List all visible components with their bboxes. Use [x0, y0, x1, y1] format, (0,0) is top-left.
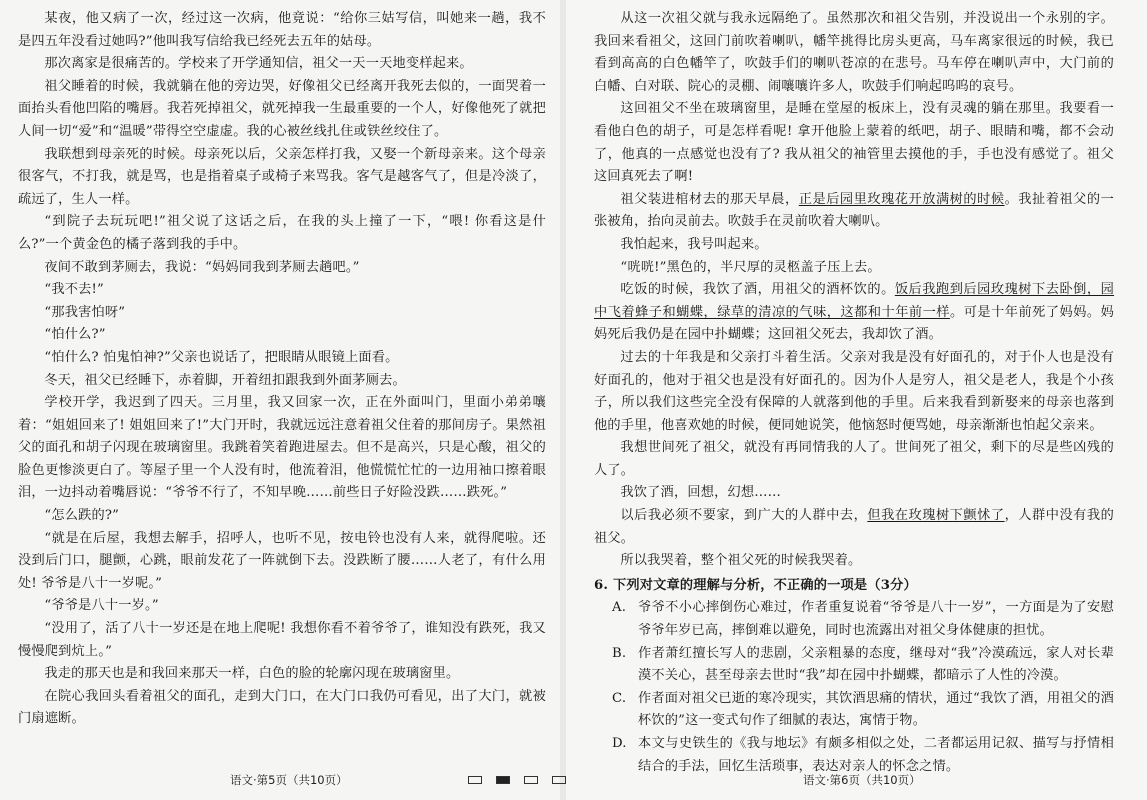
underlined-sentence: 但我在玫瑰树下颤怵了: [867, 508, 1005, 524]
paragraph: “那我害怕呀”: [44, 304, 126, 320]
question-stem: 6. 下列对文章的理解与分析，不正确的一项是（3分）: [594, 577, 917, 593]
paragraph: 所以我哭着，整个祖父死的时候我哭着。: [620, 553, 862, 569]
page-footer-right: 语文·第6页（共10页）: [803, 773, 921, 787]
paragraph: 祖父睡着的时候，我就躺在他的旁边哭，好像祖父已经离开我死去似的，一面哭着一面抬头看他凹陷的嘴唇。我若死掉祖父，就死掉我一生最重要的一个人，好像他死了就把人间一切“爱”和“温暖”带得空空虚虚。我的心被丝线扎住或铁丝绞住了。: [18, 78, 546, 139]
scan-mark: [524, 776, 538, 784]
paragraph: 祖父装进棺材去的那天早晨，正是后园里玫瑰花开放满树的时候。我扯着祖父的一张被角，抬向灵前去。吹鼓手在灵前吹着大喇叭。: [594, 191, 1115, 230]
paragraph: 某夜，他又病了一次，经过这一次病，他竟说：“给你三姑写信，叫她来一趟，我不是四五年没看过她吗?”他叫我写信给我已经死去五年的姑母。: [18, 11, 546, 49]
paragraph: “到院子去玩玩吧!”祖父说了这话之后，在我的头上撞了一下，“喂! 你看这是什么?”一个黄金色的橘子落到我的手中。: [18, 214, 546, 252]
page-footer-left: 语文·第5页（共10页）: [230, 773, 348, 787]
paragraph: 我走的那天也是和我回来那天一样，白色的脸的轮廓闪现在玻璃窗里。: [44, 666, 460, 682]
paragraph: “我不去!”: [44, 282, 104, 298]
paragraph: 这回祖父不坐在玻璃窗里，是睡在堂屋的板床上，没有灵魂的躺在那里。我要看一看他白色的胡子，可是怎样看呢! 拿开他脸上蒙着的纸吧，胡子、眼睛和嘴，都不会动了，他真的一点感觉也没有了? 我从祖父的袖管里去摸他的手，手也没有感觉了。祖父这回真死去了啊!: [594, 101, 1114, 185]
paragraph: 学校开学，我迟到了四天。三月里，我又回家一次，正在外面叫门，里面小弟弟嚷着：“姐姐回来了! 姐姐回来了!”大门开时，我就远远注意着祖父住着的那间房子。果然祖父的面孔和胡子闪现在玻璃窗里。我跳着笑着跑进屋去。但不是高兴，只是心酸，祖父的脸色更惨淡更白了。等屋子里一个人没有时，他流着泪，他慌慌忙忙的一边用袖口擦着眼泪，一边抖动着嘴唇说：“爷爷不行了，不知早晚……前些日子好险没跌……跌死。”: [18, 395, 546, 501]
paragraph: 夜间不敢到茅厕去，我说：“妈妈同我到茅厕去趟吧。”: [44, 259, 360, 275]
option-c: C. 作者面对祖父已逝的寒冷现实，其饮酒思痛的情状，通过“我饮了酒，用祖父的酒杯饮的”这一变式句作了细腻的表达，寓情于物。: [612, 690, 1114, 729]
paragraph: “怕什么?”: [44, 327, 106, 343]
paragraph: 吃饭的时候，我饮了酒，用祖父的酒杯饮的。饭后我跑到后园玫瑰树下去卧倒，园中飞着蜂子和蝴蝶，绿草的清凉的气味，这都和十年前一样。可是十年前死了妈妈。妈妈死后我仍是在园中扑蝴蝶；这回祖父死去，我却饮了酒。: [594, 282, 1115, 343]
scan-mark: [496, 776, 510, 784]
right-text-column: [594, 8, 1114, 778]
paragraph: 我怕起来，我号叫起来。: [620, 236, 768, 252]
option-a: A. 爷爷不小心摔倒伤心难过，作者重复说着“爷爷是八十一岁”，一方面是为了安慰爷爷年岁已高，摔倒难以避免，同时也流露出对祖父身体健康的担忧。: [612, 600, 1114, 639]
left-text-column: [18, 8, 546, 731]
scan-mark: [552, 776, 566, 784]
paragraph: 在院心我回头看着祖父的面孔，走到大门口，在大门口我仍可看见，出了大门，就被门扇遮断。: [18, 688, 546, 727]
paragraph: 过去的十年我是和父亲打斗着生活。父亲对我是没有好面孔的，对于仆人也是没有好面孔的，他对于祖父也是没有好面孔的。因为仆人是穷人，祖父是老人，我是个小孩子，所以我们这些完全没有保障的人就落到他的手里。后来我看到新娶来的母亲也落到他的手里，他喜欢她的时候，便同她说笑，他恼怒时便骂她，母亲渐渐也怕起父亲来。: [594, 349, 1114, 433]
paragraph: 从这一次祖父就与我永远隔绝了。虽然那次和祖父告别，并没说出一个永别的字。我回来看祖父，这回门前吹着喇叭，幡竿挑得比房头更高，马车离家很远的时候，我已看到高高的白色幡竿了，吹鼓手们的喇叭苍凉的在悲号。马车停在喇叭声中，大门前的白幡、白对联、院心的灵棚、闹嚷嚷许多人，吹鼓手们响起呜呜的哀号。: [594, 11, 1114, 94]
paragraph: 我饮了酒，回想，幻想……: [620, 485, 782, 501]
paragraph: “就是在后屋，我想去解手，招呼人，也听不见，按电铃也没有人来，就得爬啦。还没到后门口，腿颤，心跳，眼前发花了一阵就倒下去。没跌断了腰……人老了，有什么用处! 爷爷是八十一岁呢。”: [18, 530, 546, 591]
paragraph: “爷爷是八十一岁。”: [44, 598, 159, 614]
underlined-sentence: 饭后我跑到后园玫瑰树下去卧倒，园中飞着蜂子和蝴蝶，绿草的清凉的气味，这都和十年前一样: [594, 282, 1115, 320]
paragraph: 冬天，祖父已经睡下，赤着脚，开着纽扣跟我到外面茅厕去。: [44, 372, 406, 388]
left-page: [0, 0, 560, 800]
paragraph: 我联想到母亲死的时候。母亲死以后，父亲怎样打我，又娶一个新母亲来。这个母亲很客气，不打我，就是骂，也是指着桌子或椅子来骂我。客气是越客气了，但是冷淡了，疏远了，生人一样。: [18, 146, 546, 207]
paragraph: 我想世间死了祖父，就没有再同情我的人了。世间死了祖父，剩下的尽是些凶残的人了。: [594, 440, 1114, 478]
underlined-sentence: 正是后园里玫瑰花开放满树的时候: [798, 191, 1005, 207]
paragraph: “咣咣!”黑色的，半尺厚的灵柩盖子压上去。: [620, 259, 881, 275]
paragraph: “怎么跌的?”: [44, 508, 120, 524]
right-page: [566, 0, 1147, 800]
paragraph: 以后我必须不要家，到广大的人群中去，但我在玫瑰树下颤怵了，人群中没有我的祖父。: [594, 508, 1114, 546]
paragraph: “怕什么? 怕鬼怕神?”父亲也说话了，把眼睛从眼镜上面看。: [44, 349, 399, 365]
paragraph: “没用了，活了八十一岁还是在地上爬呢! 我想你看不着爷爷了，谁知没有跌死，我又慢慢爬到炕上。”: [18, 621, 546, 659]
paragraph: 那次离家是很痛苦的。学校来了开学通知信，祖父一天一天地变样起来。: [44, 56, 473, 72]
option-d: D. 本文与史铁生的《我与地坛》有颇多相似之处，二者都运用记叙、描写与抒情相结合的手法，回忆生活琐事，表达对亲人的怀念之情。: [612, 736, 1114, 774]
scan-mark: [468, 776, 482, 784]
option-b: B. 作者萧红擅长写人的悲剧，父亲粗暴的态度，继母对“我”冷漠疏远，家人对长辈漠不关心，甚至母亲去世时“我”却在园中扑蝴蝶，都暗示了人性的冷漠。: [612, 645, 1114, 684]
